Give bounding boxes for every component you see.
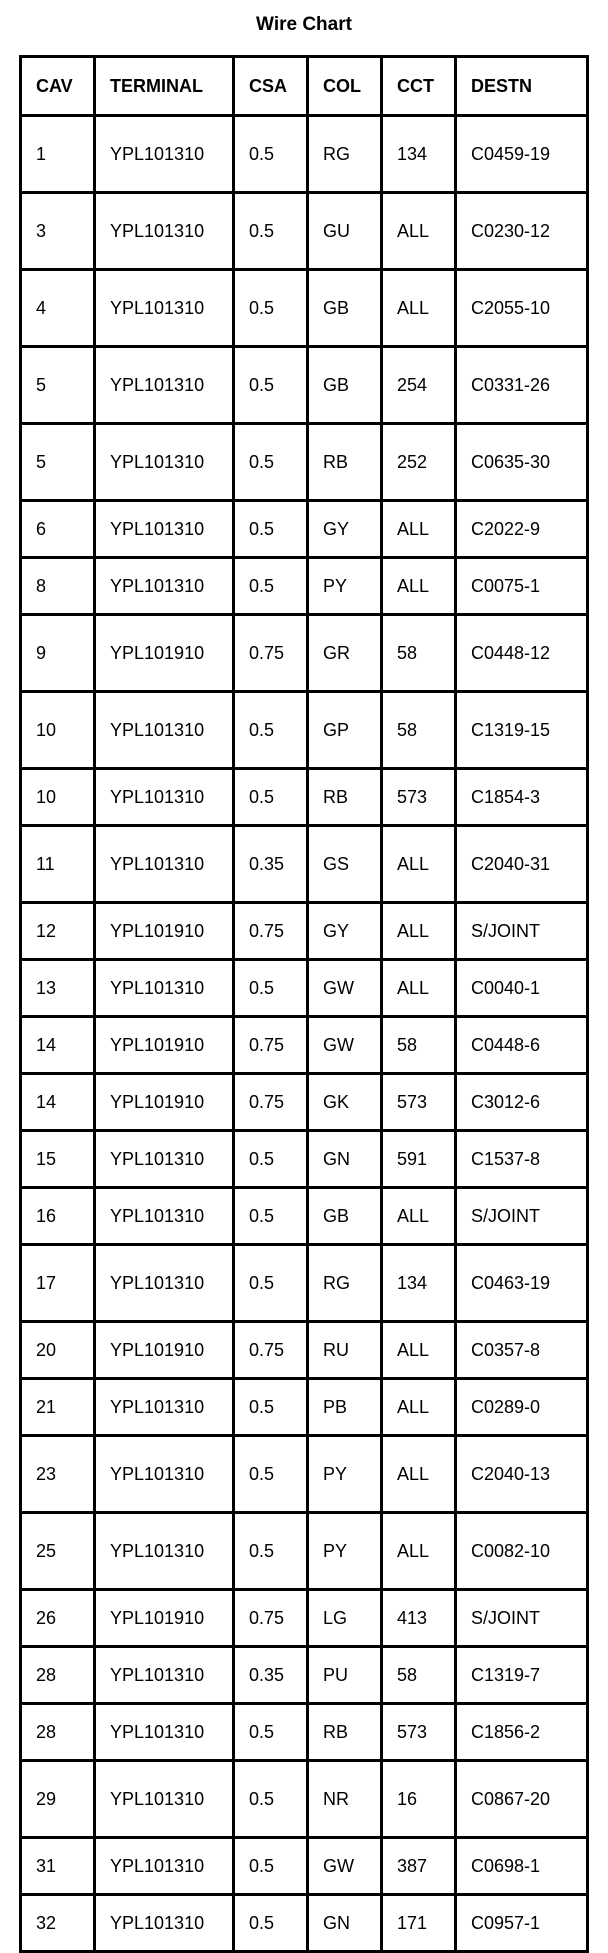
table-row <box>21 1761 588 1838</box>
cell-cct: 413 <box>382 1590 456 1647</box>
table-body <box>21 116 588 1952</box>
cell-destn: C0463-19 <box>456 1245 588 1322</box>
cell-csa: 0.75 <box>234 1017 308 1074</box>
column-header-terminal: TERMINAL <box>95 57 234 116</box>
cell-csa: 0.5 <box>234 1895 308 1952</box>
cell-destn: C1319-15 <box>456 692 588 769</box>
table-row <box>21 1017 588 1074</box>
cell-cct: 573 <box>382 1074 456 1131</box>
table-row <box>21 558 588 615</box>
cell-cav: 9 <box>21 615 95 692</box>
cell-terminal: YPL101310 <box>95 1838 234 1895</box>
table-row <box>21 692 588 769</box>
cell-csa: 0.5 <box>234 769 308 826</box>
table-row <box>21 769 588 826</box>
cell-cct: ALL <box>382 1436 456 1513</box>
cell-cct: 58 <box>382 692 456 769</box>
cell-destn: C0357-8 <box>456 1322 588 1379</box>
cell-csa: 0.5 <box>234 1131 308 1188</box>
cell-terminal: YPL101310 <box>95 347 234 424</box>
wire-chart-table <box>19 55 589 1953</box>
table-row <box>21 1513 588 1590</box>
cell-terminal: YPL101310 <box>95 1379 234 1436</box>
cell-csa: 0.5 <box>234 347 308 424</box>
column-header-cct: CCT <box>382 57 456 116</box>
cell-terminal: YPL101310 <box>95 116 234 193</box>
cell-cav: 21 <box>21 1379 95 1436</box>
cell-csa: 0.5 <box>234 1704 308 1761</box>
cell-col: GY <box>308 903 382 960</box>
cell-destn: C0040-1 <box>456 960 588 1017</box>
table-row <box>21 424 588 501</box>
cell-cct: 387 <box>382 1838 456 1895</box>
cell-cav: 14 <box>21 1074 95 1131</box>
cell-cav: 10 <box>21 769 95 826</box>
table-row <box>21 270 588 347</box>
cell-cav: 5 <box>21 347 95 424</box>
cell-cav: 8 <box>21 558 95 615</box>
cell-destn: S/JOINT <box>456 903 588 960</box>
cell-cct: 573 <box>382 1704 456 1761</box>
cell-terminal: YPL101310 <box>95 501 234 558</box>
cell-destn: C0448-12 <box>456 615 588 692</box>
cell-col: RU <box>308 1322 382 1379</box>
cell-destn: C0075-1 <box>456 558 588 615</box>
cell-terminal: YPL101310 <box>95 1436 234 1513</box>
table-row <box>21 615 588 692</box>
cell-col: GN <box>308 1895 382 1952</box>
cell-terminal: YPL101310 <box>95 769 234 826</box>
cell-cav: 14 <box>21 1017 95 1074</box>
cell-col: GB <box>308 270 382 347</box>
cell-cct: 58 <box>382 1647 456 1704</box>
cell-col: GK <box>308 1074 382 1131</box>
cell-destn: C0230-12 <box>456 193 588 270</box>
cell-col: GB <box>308 347 382 424</box>
cell-csa: 0.5 <box>234 1838 308 1895</box>
cell-cct: ALL <box>382 1379 456 1436</box>
cell-cct: 171 <box>382 1895 456 1952</box>
header-row <box>21 57 588 116</box>
cell-cct: ALL <box>382 903 456 960</box>
cell-terminal: YPL101310 <box>95 1131 234 1188</box>
cell-destn: C0459-19 <box>456 116 588 193</box>
cell-col: PY <box>308 1513 382 1590</box>
cell-csa: 0.5 <box>234 1188 308 1245</box>
cell-terminal: YPL101310 <box>95 1513 234 1590</box>
cell-cav: 29 <box>21 1761 95 1838</box>
table-row <box>21 501 588 558</box>
cell-cct: 16 <box>382 1761 456 1838</box>
cell-col: RG <box>308 116 382 193</box>
cell-csa: 0.5 <box>234 270 308 347</box>
cell-col: GS <box>308 826 382 903</box>
cell-cav: 23 <box>21 1436 95 1513</box>
table-row <box>21 1704 588 1761</box>
cell-col: PU <box>308 1647 382 1704</box>
cell-terminal: YPL101910 <box>95 1074 234 1131</box>
cell-destn: C1856-2 <box>456 1704 588 1761</box>
cell-cct: ALL <box>382 826 456 903</box>
cell-cav: 31 <box>21 1838 95 1895</box>
cell-destn: C2055-10 <box>456 270 588 347</box>
cell-terminal: YPL101310 <box>95 424 234 501</box>
cell-terminal: YPL101310 <box>95 692 234 769</box>
cell-cct: ALL <box>382 1188 456 1245</box>
cell-destn: C0698-1 <box>456 1838 588 1895</box>
cell-destn: C0331-26 <box>456 347 588 424</box>
cell-terminal: YPL101910 <box>95 615 234 692</box>
cell-col: PY <box>308 558 382 615</box>
cell-col: GW <box>308 1838 382 1895</box>
table-row <box>21 347 588 424</box>
page-title: Wire Chart <box>256 14 352 35</box>
cell-terminal: YPL101310 <box>95 1647 234 1704</box>
cell-terminal: YPL101310 <box>95 193 234 270</box>
cell-destn: C3012-6 <box>456 1074 588 1131</box>
column-header-destn: DESTN <box>456 57 588 116</box>
cell-terminal: YPL101310 <box>95 826 234 903</box>
cell-col: RB <box>308 1704 382 1761</box>
cell-destn: C2022-9 <box>456 501 588 558</box>
cell-cav: 32 <box>21 1895 95 1952</box>
cell-terminal: YPL101310 <box>95 960 234 1017</box>
cell-terminal: YPL101310 <box>95 1895 234 1952</box>
cell-cav: 6 <box>21 501 95 558</box>
cell-destn: C2040-31 <box>456 826 588 903</box>
cell-destn: C1319-7 <box>456 1647 588 1704</box>
cell-csa: 0.5 <box>234 1245 308 1322</box>
table-row <box>21 1245 588 1322</box>
cell-cct: 252 <box>382 424 456 501</box>
cell-cav: 25 <box>21 1513 95 1590</box>
cell-destn: C0448-6 <box>456 1017 588 1074</box>
cell-terminal: YPL101310 <box>95 270 234 347</box>
cell-destn: C0867-20 <box>456 1761 588 1838</box>
column-header-col: COL <box>308 57 382 116</box>
table-row <box>21 1322 588 1379</box>
cell-csa: 0.5 <box>234 424 308 501</box>
table-row <box>21 116 588 193</box>
cell-col: GW <box>308 960 382 1017</box>
cell-csa: 0.75 <box>234 903 308 960</box>
cell-cct: ALL <box>382 1513 456 1590</box>
column-header-csa: CSA <box>234 57 308 116</box>
cell-cav: 4 <box>21 270 95 347</box>
cell-csa: 0.75 <box>234 1322 308 1379</box>
cell-csa: 0.5 <box>234 960 308 1017</box>
cell-csa: 0.5 <box>234 1436 308 1513</box>
table-row <box>21 1647 588 1704</box>
table-row <box>21 1436 588 1513</box>
cell-destn: S/JOINT <box>456 1188 588 1245</box>
cell-destn: C0289-0 <box>456 1379 588 1436</box>
table-row <box>21 193 588 270</box>
cell-csa: 0.5 <box>234 558 308 615</box>
cell-cav: 1 <box>21 116 95 193</box>
cell-cct: 58 <box>382 1017 456 1074</box>
cell-cct: 573 <box>382 769 456 826</box>
column-header-cav: CAV <box>21 57 95 116</box>
cell-col: RB <box>308 424 382 501</box>
cell-cav: 20 <box>21 1322 95 1379</box>
table-row <box>21 1074 588 1131</box>
table-row <box>21 1131 588 1188</box>
table-row <box>21 960 588 1017</box>
cell-terminal: YPL101310 <box>95 1704 234 1761</box>
cell-cav: 16 <box>21 1188 95 1245</box>
cell-cav: 10 <box>21 692 95 769</box>
cell-col: PB <box>308 1379 382 1436</box>
cell-cct: 591 <box>382 1131 456 1188</box>
cell-cct: ALL <box>382 960 456 1017</box>
cell-cav: 12 <box>21 903 95 960</box>
cell-cct: ALL <box>382 558 456 615</box>
cell-cct: 134 <box>382 1245 456 1322</box>
cell-cav: 28 <box>21 1647 95 1704</box>
cell-csa: 0.5 <box>234 1513 308 1590</box>
cell-cct: ALL <box>382 193 456 270</box>
table-row <box>21 826 588 903</box>
cell-csa: 0.35 <box>234 1647 308 1704</box>
table-row <box>21 1188 588 1245</box>
cell-destn: C1537-8 <box>456 1131 588 1188</box>
cell-col: GW <box>308 1017 382 1074</box>
cell-cav: 3 <box>21 193 95 270</box>
cell-col: NR <box>308 1761 382 1838</box>
cell-csa: 0.5 <box>234 116 308 193</box>
table-row <box>21 1590 588 1647</box>
cell-csa: 0.75 <box>234 1074 308 1131</box>
cell-cav: 15 <box>21 1131 95 1188</box>
cell-col: LG <box>308 1590 382 1647</box>
cell-col: GP <box>308 692 382 769</box>
table-row <box>21 1895 588 1952</box>
cell-csa: 0.75 <box>234 615 308 692</box>
table-row <box>21 1838 588 1895</box>
cell-csa: 0.5 <box>234 501 308 558</box>
cell-terminal: YPL101910 <box>95 1322 234 1379</box>
cell-destn: C0635-30 <box>456 424 588 501</box>
cell-col: PY <box>308 1436 382 1513</box>
cell-cct: 134 <box>382 116 456 193</box>
cell-cct: ALL <box>382 501 456 558</box>
cell-cav: 28 <box>21 1704 95 1761</box>
cell-csa: 0.5 <box>234 1379 308 1436</box>
table-row <box>21 903 588 960</box>
cell-csa: 0.5 <box>234 1761 308 1838</box>
cell-cav: 13 <box>21 960 95 1017</box>
cell-cav: 17 <box>21 1245 95 1322</box>
cell-csa: 0.5 <box>234 692 308 769</box>
cell-cav: 5 <box>21 424 95 501</box>
cell-csa: 0.35 <box>234 826 308 903</box>
cell-cct: 254 <box>382 347 456 424</box>
cell-cct: ALL <box>382 270 456 347</box>
cell-col: RB <box>308 769 382 826</box>
cell-cct: ALL <box>382 1322 456 1379</box>
cell-terminal: YPL101310 <box>95 1761 234 1838</box>
cell-terminal: YPL101310 <box>95 558 234 615</box>
cell-destn: C0082-10 <box>456 1513 588 1590</box>
cell-destn: C2040-13 <box>456 1436 588 1513</box>
cell-terminal: YPL101910 <box>95 1017 234 1074</box>
cell-terminal: YPL101910 <box>95 1590 234 1647</box>
cell-destn: C0957-1 <box>456 1895 588 1952</box>
cell-destn: S/JOINT <box>456 1590 588 1647</box>
table-row <box>21 1379 588 1436</box>
cell-terminal: YPL101910 <box>95 903 234 960</box>
cell-col: RG <box>308 1245 382 1322</box>
cell-col: GU <box>308 193 382 270</box>
cell-col: GN <box>308 1131 382 1188</box>
cell-cav: 26 <box>21 1590 95 1647</box>
cell-col: GR <box>308 615 382 692</box>
cell-col: GY <box>308 501 382 558</box>
cell-csa: 0.5 <box>234 193 308 270</box>
cell-col: GB <box>308 1188 382 1245</box>
cell-cct: 58 <box>382 615 456 692</box>
cell-terminal: YPL101310 <box>95 1188 234 1245</box>
cell-destn: C1854-3 <box>456 769 588 826</box>
cell-terminal: YPL101310 <box>95 1245 234 1322</box>
cell-cav: 11 <box>21 826 95 903</box>
cell-csa: 0.75 <box>234 1590 308 1647</box>
